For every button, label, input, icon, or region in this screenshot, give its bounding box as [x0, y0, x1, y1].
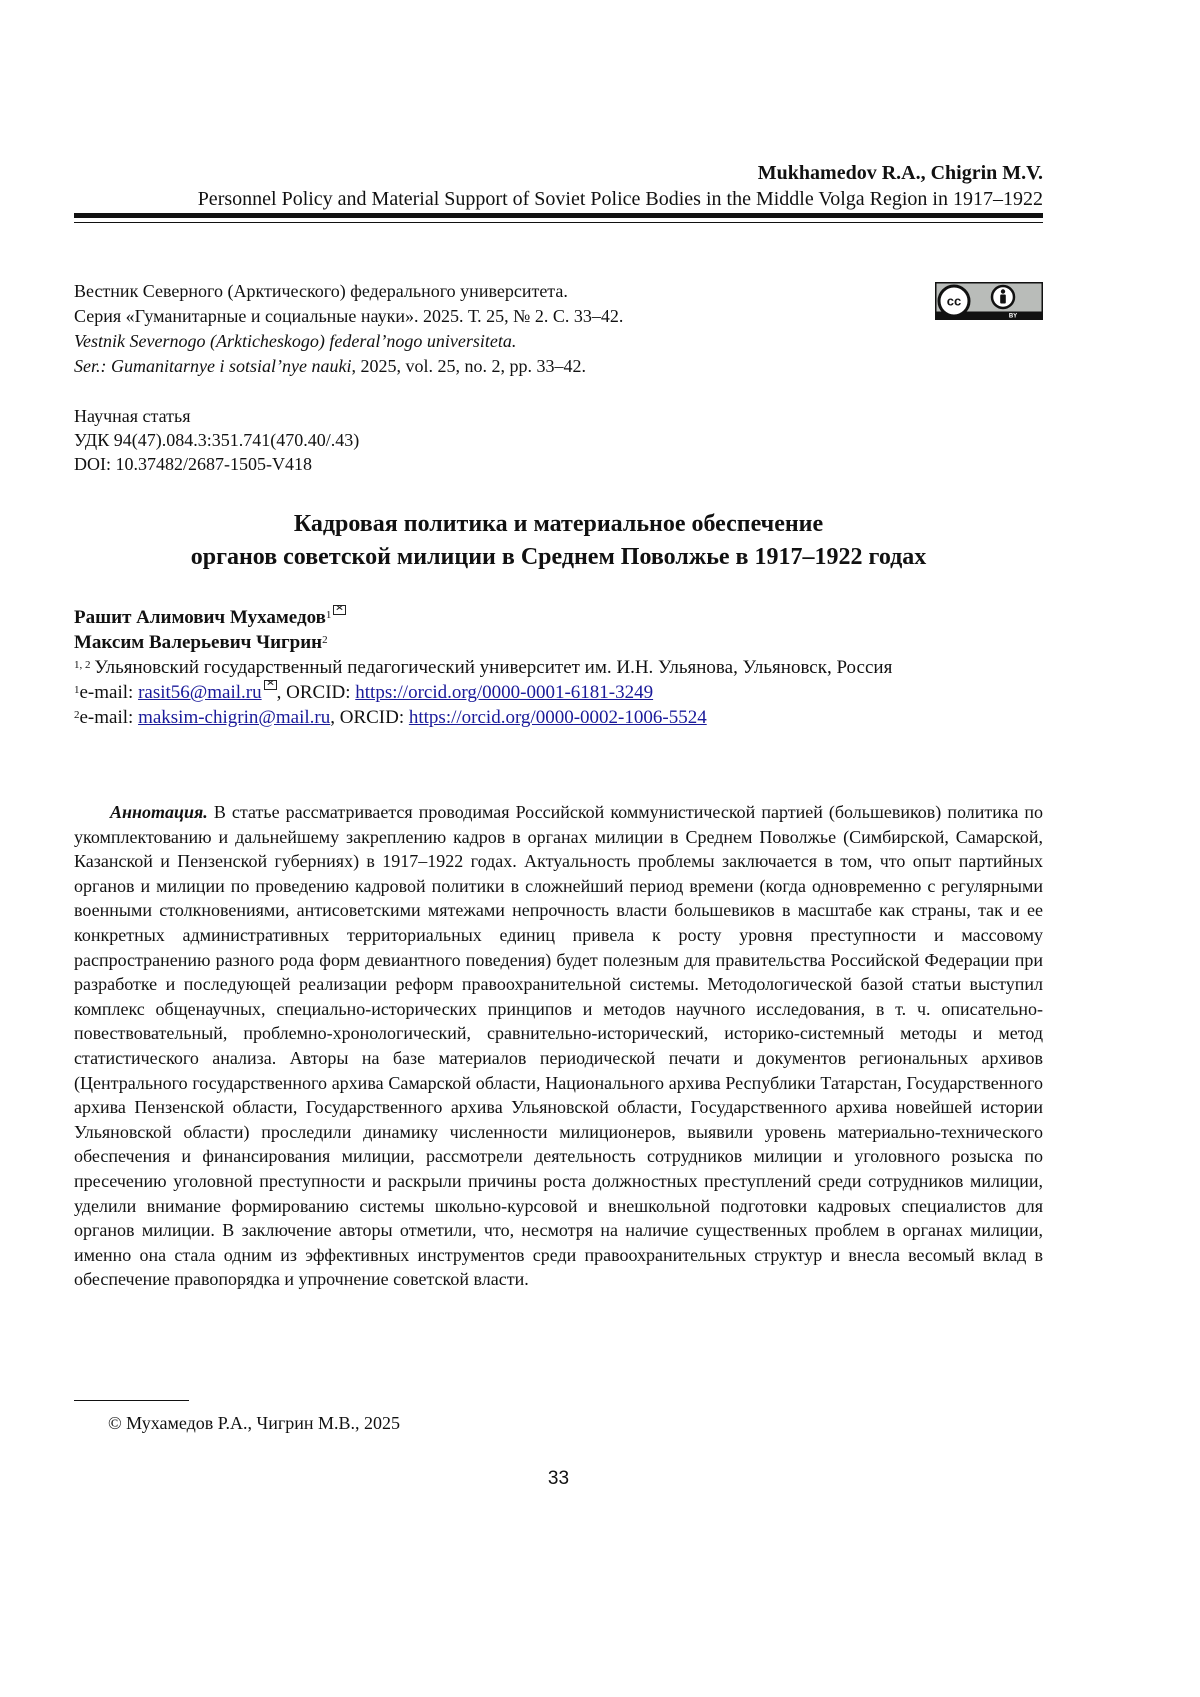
abstract	[74, 800, 1043, 1292]
copyright-notice: © Мухамедов Р.А., Чигрин М.В., 2025	[108, 1411, 400, 1435]
running-head-authors: Mukhamedov R.A., Chigrin M.V.	[198, 160, 1043, 186]
contact-2-orcid-label: , ORCID:	[330, 707, 409, 728]
cc-by-license-badge[interactable]	[935, 282, 1043, 320]
citation-en-series: Ser.: Gumanitarnye i sotsial’nye nauki	[74, 356, 351, 376]
doi: DOI: 10.37482/2687-1505-V418	[74, 452, 359, 476]
article-title-line1: Кадровая политика и материальное обеспечение	[74, 508, 1043, 541]
contact-2-email-link[interactable]: maksim-chigrin@mail.ru	[138, 707, 330, 728]
contact-2-mark: 2	[74, 709, 80, 721]
contact-2-orcid-link[interactable]: https://orcid.org/0000-0002-1006-5524	[409, 707, 707, 728]
cc-by-badge-graphic	[935, 282, 1043, 320]
affiliation-marks: 1, 2	[74, 659, 91, 671]
author-1-name: Рашит Алимович Мухамедов	[74, 607, 326, 628]
header-rule-thin	[74, 222, 1043, 223]
header-rule-thick	[74, 213, 1043, 218]
envelope-icon	[333, 605, 346, 615]
contact-2-email-label: e-mail:	[80, 707, 139, 728]
abstract-text: В статье рассматривается проводимая Российской коммунистической партией (большевиков) политика по укомплектованию и дальнейшему закреплению кадров в органах милиции в Среднем Поволжье (Симбирской, Самарской, Казанской и Пензенской губерниях) в 1917–1922 годах. Актуальность проблемы заключается в том, что опыт партийных органов и милиции по проведению кадровой политики в сложнейший период времени (когда одновременно с регулярными военными столкновениями, антисоветскими мятежами непрочность власти большевиков в масштабе как страны, так и ее конкретных административных территориальных единиц привела к росту уровня преступности и массовому распространению разного рода форм девиантного поведения) будет полезным для правительства Российской Федерации при разработке и последующей реализации реформ правоохранительной системы. Методологической базой статьи выступил комплекс общенаучных, специально-исторических принципов и методов научного исследования, в т. ч. описательно-повествовательный, проблемно-хронологический, сравнительно-исторический, историко-системный методы и метод статистического анализа. Авторы на базе материалов периодической печати и документов региональных архивов (Центрального государственного архива Самарской области, Национального архива Республики Татарстан, Государственного архива Пензенской области, Государственного архива Ульяновской области, Государственного архива новейшей истории Ульяновской области) проследили динамику численности милиционеров, выявили уровень материально-технического обеспечения и финансирования милиции, рассмотрели деятельность сотрудников милиции и уголовного розыска по пресечению уголовной преступности и раскрыли причины роста должностных преступлений среди сотрудников милиции, уделили внимание формированию системы школьно-курсовой и внешкольной подготовки кадровых специалистов для органов милиции. В заключение авторы отметили, что, несмотря на наличие существенных проблем в органах милиции, именно она стала одним из эффективных инструментов среди правоохранительных структур и внесла весомый вклад в обеспечение правопорядка и упрочнение советской власти.	[74, 802, 1043, 1289]
contact-1-email-label: e-mail:	[80, 682, 139, 703]
contact-1-email-link[interactable]: rasit56@mail.ru	[138, 682, 262, 703]
running-head-title: Personnel Policy and Material Support of Soviet Police Bodies in the Middle Volga Region in 1917–1922	[198, 186, 1043, 212]
article-meta	[74, 404, 359, 476]
contact-1-orcid-link[interactable]: https://orcid.org/0000-0001-6181-3249	[355, 682, 653, 703]
contact-1-mark: 1	[74, 684, 80, 696]
envelope-icon	[264, 680, 277, 690]
author-1-affiliation-mark: 1	[326, 609, 332, 621]
udk-code: УДК 94(47).084.3:351.741(470.40/.43)	[74, 428, 359, 452]
abstract-label: Аннотация.	[110, 802, 208, 822]
author-1	[74, 605, 1043, 630]
running-head	[198, 160, 1043, 212]
citation-ru-line2: Серия «Гуманитарные и социальные науки». 2025. Т. 25, № 2. С. 33–42.	[74, 304, 934, 329]
contact-1	[74, 680, 1043, 705]
affiliation-text: Ульяновский государственный педагогический университет им. И.Н. Ульянова, Ульяновск, Россия	[94, 657, 892, 678]
citation-ru-line1: Вестник Северного (Арктического) федерального университета.	[74, 279, 934, 304]
citation-en-details: , 2025, vol. 25, no. 2, pp. 33–42.	[351, 356, 586, 376]
citation-en-line2	[74, 354, 934, 379]
author-2	[74, 630, 1043, 655]
authors-block	[74, 605, 1043, 730]
page-number: 33	[0, 1468, 1117, 1490]
attribution-icon-head	[1001, 289, 1005, 293]
contact-2	[74, 705, 1043, 730]
cc-icon-text: cc	[947, 294, 961, 309]
by-label: BY	[1009, 314, 1017, 320]
attribution-icon-body	[1000, 295, 1006, 304]
author-2-name: Максим Валерьевич Чигрин	[74, 632, 322, 653]
citation-block	[74, 279, 934, 379]
contact-1-orcid-label: , ORCID:	[277, 682, 356, 703]
affiliation	[74, 655, 1043, 680]
citation-en-line1: Vestnik Severnogo (Arkticheskogo) federal’nogo universiteta.	[74, 329, 934, 354]
article-title-line2: органов советской милиции в Среднем Поволжье в 1917–1922 годах	[74, 541, 1043, 574]
footnote-rule	[74, 1400, 189, 1401]
journal-page	[0, 0, 1200, 1697]
author-2-affiliation-mark: 2	[322, 634, 328, 646]
article-type: Научная статья	[74, 404, 359, 428]
article-title	[74, 508, 1043, 574]
